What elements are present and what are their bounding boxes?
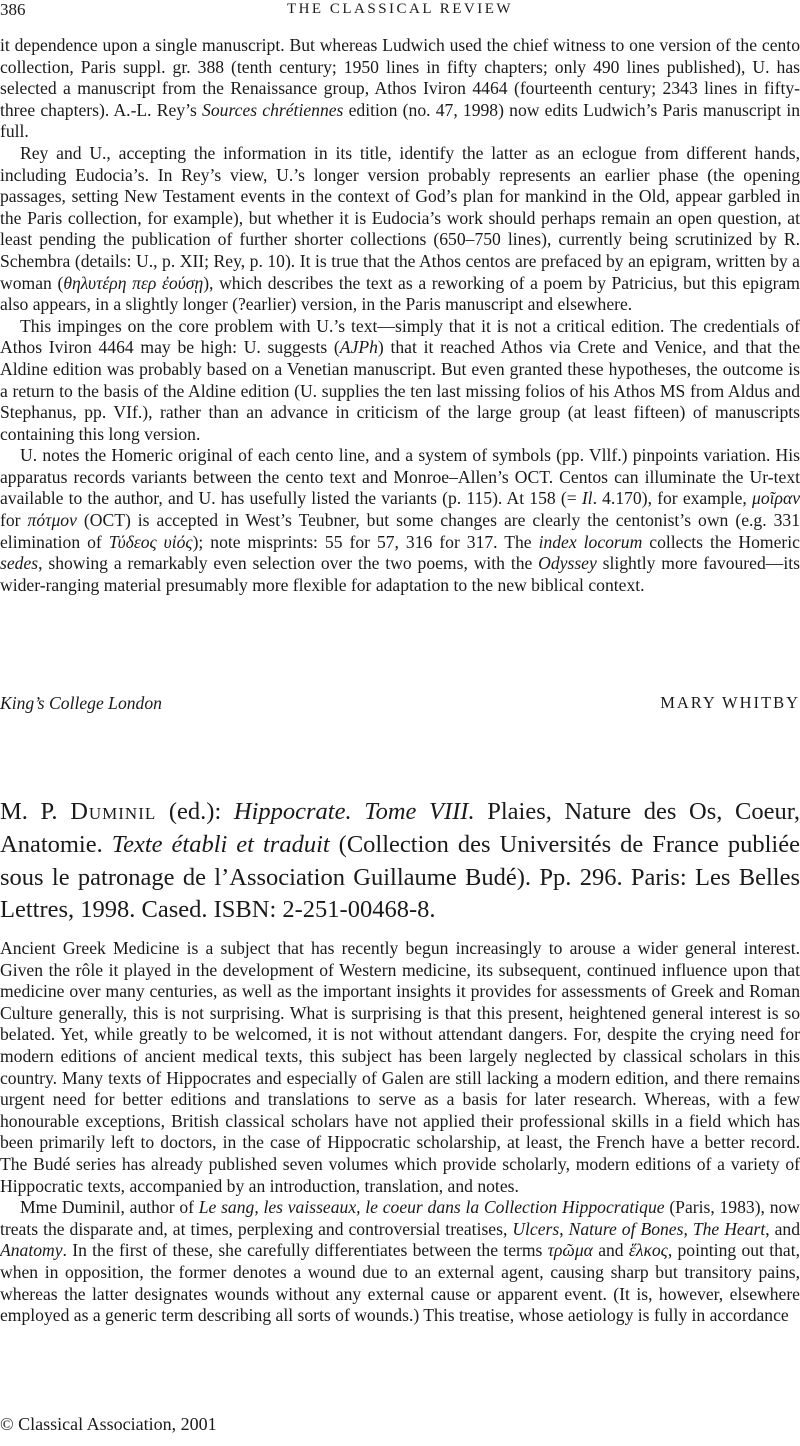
review-signature [0,693,800,717]
reviewer-affiliation: King’s College London [0,693,162,713]
running-head: THE CLASSICAL REVIEW [286,1,514,17]
review-whitby-body [0,35,800,596]
page-header [0,0,800,24]
greek-text: πότμον [27,510,77,531]
greek-text: μοῖραν [752,488,800,509]
greek-text: θηλυτέρη περ ἐούσῃ [63,272,204,293]
paragraph: Rey and U., accepting the information in its title, identify the latter as an eclogue from different hands, including Eudocia’s. In Rey’s view, U.’s longer version probably represents an earlier phase (the opening passages, setting New Testament events in the context of God’s plan for mankind in the Old, appear garbled in the Paris collection, for example), but whether it is Eudocia’s work should perhaps remain an open question, at least pending the publication of further shorter collections (650–750 lines), currently being scrutinized by R. Schembra (details: U., p. XII; Rey, p. 10). It is true that the Athos centos are prefaced by an epigram, written by a woman (θηλυτέρη περ ἐούσῃ), which describes the text as a reworking of a poem by Patricius, but this epigram also appears, in a slightly longer (?earlier) version, in the Paris manuscript and elsewhere. [0,142,800,315]
page-number: 386 [0,0,26,19]
greek-text: ἕλκος [628,1240,668,1261]
paragraph: Mme Duminil, author of Le sang, les vaisseaux, le coeur dans la Collection Hippocratique (Paris, 1983), now treats the disparate and, at times, perplexing and controversial treatises, Ulcers, Nature of Bones, The Heart, and Anatomy. In the first of these, she carefully differentiates between the terms τρῶμα and ἕλκος, pointing out that, when in opposition, the former denotes a wound due to an external agent, causing sharp but transitory pains, whereas the latter designates wounds without any external cause or apparent event. (It is, however, elsewhere employed as a generic term describing all sorts of wounds.) This treatise, whose aetiology is fully in accordance [0,1197,800,1326]
paragraph: Ancient Greek Medicine is a subject that has recently begun increasingly to arouse a wider general interest. Given the rôle it played in the development of Western medicine, its subsequent, continued influence upon that medicine over many centuries, as well as the important insights it provides for assessments of Greek and Roman Culture generally, this is not surprising. What is surprising is that this present, heightened general interest is so belated. Yet, while greatly to be welcomed, it is not without attendant dangers. For, despite the crying need for modern editions of ancient medical texts, this subject has been largely neglected by classical scholars in this country. Many texts of Hippocrates and especially of Galen are still lacking a modern edition, and there remains urgent need for better editions and translations to serve as a basis for later research. Whereas, with a few honourable exceptions, British classical scholars have not applied their professional skills in a field which has been primarily left to doctors, in the case of Hippocratic scholarship, at least, the French have a better record. The Budé series has already published seven volumes which provide scholarly, modern editions of a variety of Hippocratic texts, accompanied by an introduction, translation, and notes. [0,938,800,1196]
book-title: Hippocrate. Tome VIII. [233,798,475,825]
review-heading: M. P. Duminil (ed.): Hippocrate. Tome VIII. Plaies, Nature des Os, Coeur, Anatomie. Texte établi et traduit (Collection des Universités de France publiée sous le patronage de l’Association Guillaume Budé). Pp. 296. Paris: Les Belles Lettres, 1998. Cased. ISBN: 2-251-00468-8. [0,798,800,924]
reviewer-name: MARY WHITBY [660,693,800,712]
author-surname: Duminil [70,798,157,825]
paragraph: it dependence upon a single manuscript. But whereas Ludwich used the chief witness to one version of the cento collection, Paris suppl. gr. 388 (tenth century; 1950 lines in fifty chapters; only 490 lines published), U. has selected a manuscript from the Renaissance group, Athos Iviron 4464 (fourteenth century; 2343 lines in fifty-three chapters). A.-L. Rey’s Sources chrétiennes edition (no. 47, 1998) now edits Ludwich’s Paris manuscript in full. [0,35,800,142]
copyright-footer: © Classical Association, 2001 [0,1414,217,1434]
review-duminil-body [0,938,800,1327]
greek-text: Τύδεος υἱός [108,531,193,552]
greek-text: τρῶμα [547,1240,593,1261]
paragraph: U. notes the Homeric original of each cento line, and a system of symbols (pp. Vllf.) pinpoints variation. His apparatus records variants between the cento text and Monroe–Allen’s OCT. Centos can illuminate the Ur-text available to the author, and U. has usefully listed the variants (p. 115). At 158 (= Il. 4.170), for example, μοῖραν for πότμον (OCT) is accepted in West’s Teubner, but some changes are clearly the centonist’s own (e.g. 331 elimination of Τύδεος υἱός); note misprints: 55 for 57, 316 for 317. The index locorum collects the Homeric sedes, showing a remarkably even selection over the two poems, with the Odyssey slightly more favoured—its wider-ranging material presumably more flexible for adaptation to the new biblical context. [0,445,800,595]
paragraph: This impinges on the core problem with U.’s text—simply that it is not a critical edition. The credentials of Athos Iviron 4464 may be high: U. suggests (AJPh) that it reached Athos via Crete and Venice, and that the Aldine edition was probably based on a Venetian manuscript. But even granted these hypotheses, the outcome is a return to the basis of the Aldine edition (U. supplies the ten last missing folios of his Athos MS from Aldus and Stephanus, pp. VIf.), rather than an advance in criticism of the large group (at least fifteen) of manuscripts containing this long version. [0,315,800,444]
